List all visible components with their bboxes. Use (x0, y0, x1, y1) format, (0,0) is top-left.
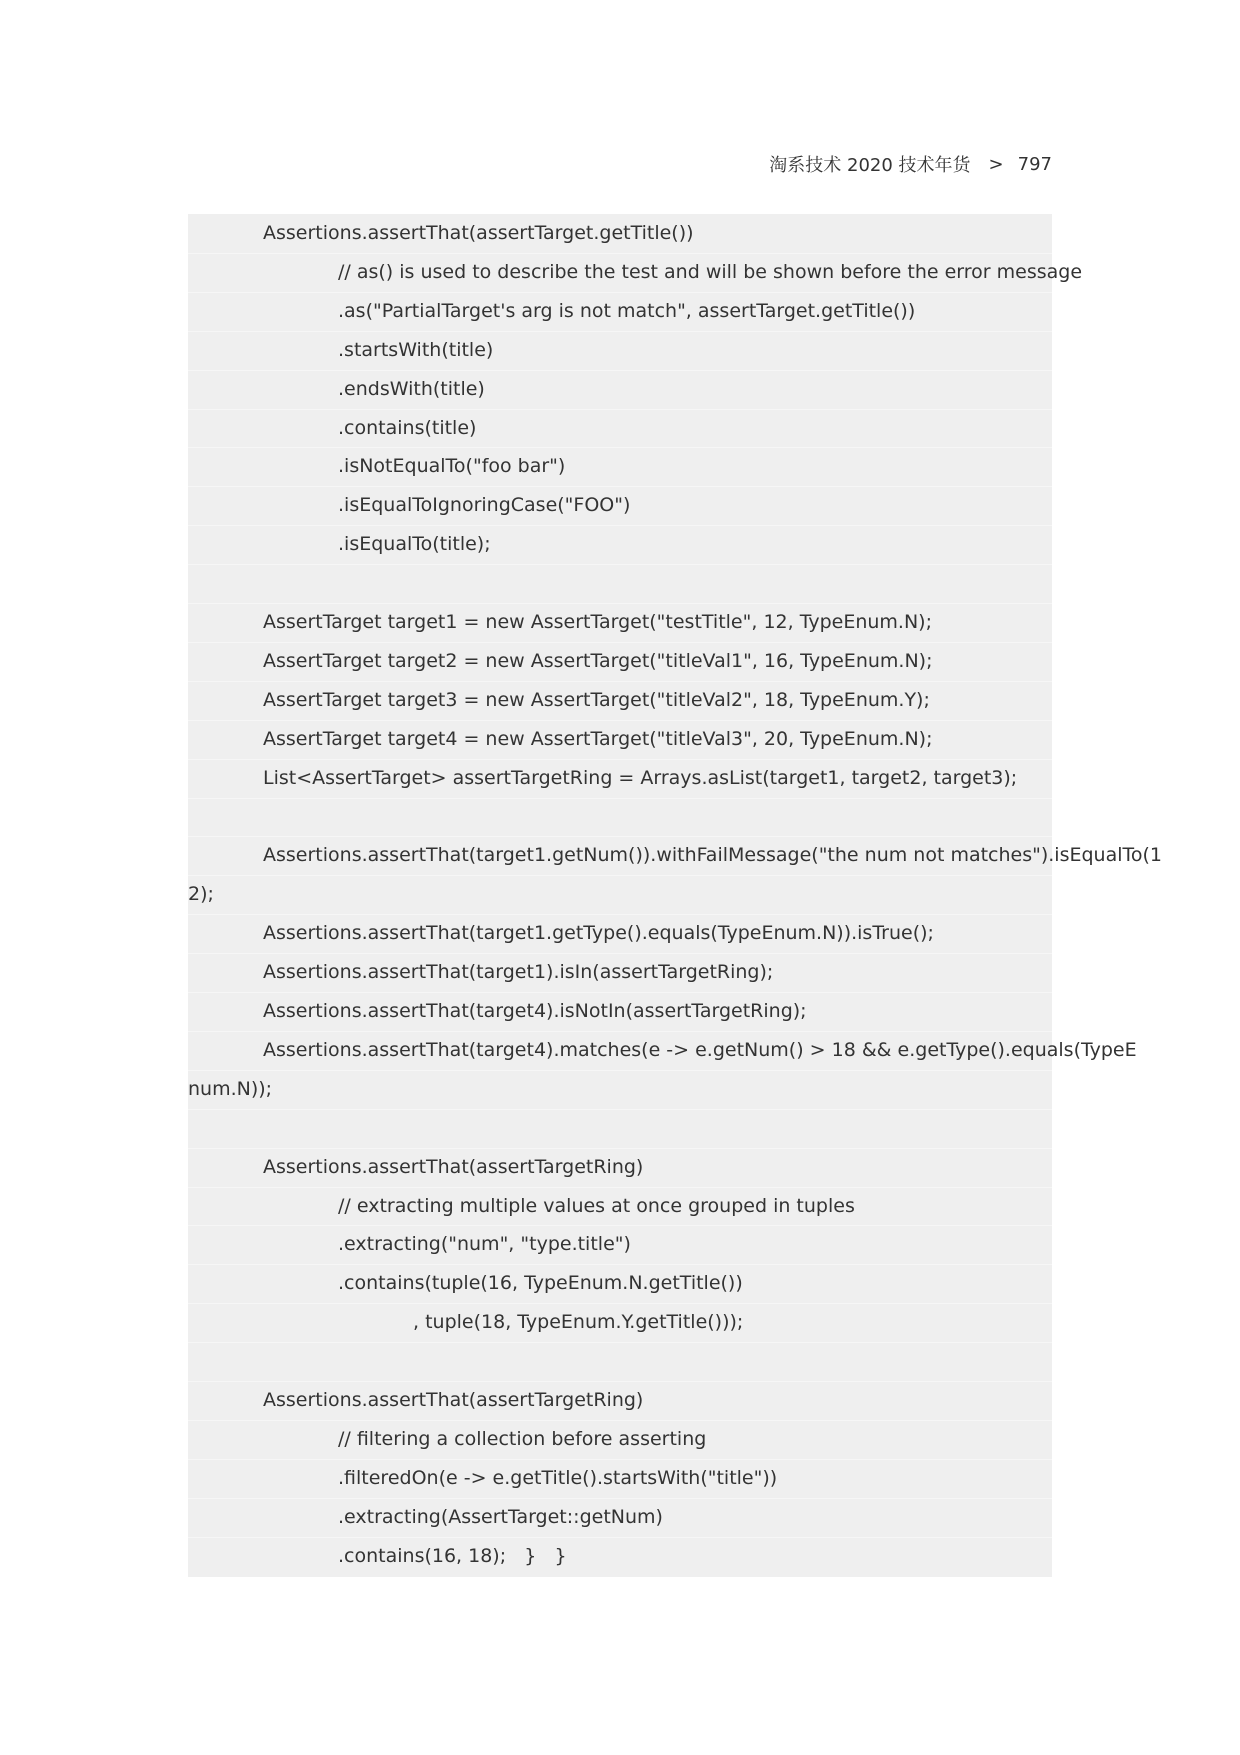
code-block (188, 214, 1163, 1577)
code-line-text: .isEqualTo(title); (338, 533, 491, 556)
code-line (188, 564, 1052, 603)
code-line (188, 1498, 1052, 1537)
code-line (188, 214, 1052, 253)
line-divider (188, 1070, 1052, 1071)
code-line-text: Assertions.assertThat(assertTarget.getTitle()) (263, 222, 694, 244)
code-line-text: Assertions.assertThat(assertTargetRing) (263, 1155, 644, 1178)
line-divider (188, 875, 1052, 876)
code-line-text: AssertTarget target4 = new AssertTarget("titleVal3", 20, TypeEnum.N); (263, 727, 933, 750)
code-line-text: .contains(16, 18); } } (338, 1544, 567, 1567)
code-line (188, 798, 1052, 837)
code-line (188, 992, 1052, 1031)
line-divider (188, 370, 1052, 371)
code-line-text: AssertTarget target2 = new AssertTarget("titleVal1", 16, TypeEnum.N); (263, 649, 933, 672)
line-divider (188, 1031, 1052, 1032)
line-divider (188, 253, 1052, 254)
code-line (188, 759, 1052, 798)
code-line-text: Assertions.assertThat(target1.getNum()).withFailMessage("the num not matches").isEqualTo(1 (263, 844, 1163, 867)
line-divider (188, 1420, 1052, 1421)
line-divider (188, 836, 1052, 837)
code-line-text: 2); (188, 883, 214, 906)
code-line (188, 292, 1052, 331)
code-line-text: .contains(tuple(16, TypeEnum.N.getTitle()) (338, 1272, 743, 1295)
line-divider (188, 914, 1052, 915)
code-line (188, 1109, 1052, 1148)
code-line (188, 486, 1052, 525)
code-line (188, 1031, 1137, 1070)
running-header (769, 151, 1052, 177)
code-line-text: .as("PartialTarget's arg is not match", assertTarget.getTitle()) (338, 299, 916, 322)
line-divider (188, 564, 1052, 565)
code-line-text: .extracting(AssertTarget::getNum) (338, 1505, 663, 1528)
code-line (188, 370, 1052, 409)
line-divider (188, 1381, 1052, 1382)
line-divider (188, 331, 1052, 332)
code-line (188, 253, 1083, 292)
code-line-text: Assertions.assertThat(target4).isNotIn(assertTargetRing); (263, 1000, 807, 1022)
line-divider (188, 1187, 1052, 1188)
code-line (188, 720, 1052, 759)
code-line-text: List<AssertTarget> assertTargetRing = Arrays.asList(target1, target2, target3); (263, 766, 1018, 789)
code-line (188, 875, 1052, 914)
line-divider (188, 1225, 1052, 1226)
line-divider (188, 1498, 1052, 1499)
page-number: 797 (1017, 153, 1052, 175)
line-divider (188, 798, 1052, 799)
code-line-text: // as() is used to describe the test and will be shown before the error message (338, 260, 1083, 283)
code-line (188, 1303, 1052, 1342)
line-divider (188, 1459, 1052, 1460)
line-divider (188, 447, 1052, 448)
code-line (188, 1342, 1052, 1381)
code-line-text: .startsWith(title) (338, 338, 494, 361)
book-title: 淘系技术 2020 技术年货 (769, 155, 971, 176)
code-line (188, 1537, 1052, 1576)
code-line-text: .isNotEqualTo("foo bar") (338, 455, 566, 478)
code-line (188, 1187, 1052, 1226)
line-divider (188, 292, 1052, 293)
line-divider (188, 486, 1052, 487)
line-divider (188, 1109, 1052, 1110)
code-line (188, 914, 1052, 953)
code-line-text: Assertions.assertThat(target1.getType().equals(TypeEnum.N)).isTrue(); (263, 922, 934, 945)
line-divider (188, 1537, 1052, 1538)
code-line (188, 953, 1052, 992)
line-divider (188, 409, 1052, 410)
code-line-text: , tuple(18, TypeEnum.Y.getTitle())); (413, 1311, 744, 1334)
code-line-text: .endsWith(title) (338, 377, 485, 400)
line-divider (188, 642, 1052, 643)
header-separator: > (988, 153, 1004, 175)
code-line (188, 1148, 1052, 1187)
line-divider (188, 953, 1052, 954)
code-line-text: Assertions.assertThat(target1).isIn(assertTargetRing); (263, 961, 774, 984)
code-line-text: AssertTarget target3 = new AssertTarget("titleVal2", 18, TypeEnum.Y); (263, 688, 930, 711)
code-line-text: Assertions.assertThat(assertTargetRing) (263, 1389, 644, 1411)
code-line-text: AssertTarget target1 = new AssertTarget("testTitle", 12, TypeEnum.N); (263, 611, 932, 633)
line-divider (188, 992, 1052, 993)
code-line-text: .isEqualToIgnoringCase("FOO") (338, 494, 631, 517)
code-line (188, 1264, 1052, 1303)
code-line-text: // extracting multiple values at once grouped in tuples (338, 1194, 855, 1217)
code-line-text: Assertions.assertThat(target4).matches(e -> e.getNum() > 18 && e.getType().equals(TypeE (263, 1038, 1137, 1061)
line-divider (188, 525, 1052, 526)
line-divider (188, 720, 1052, 721)
code-line (188, 409, 1052, 448)
line-divider (188, 1303, 1052, 1304)
code-line-text: .extracting("num", "type.title") (338, 1233, 631, 1256)
code-line-text: .filteredOn(e -> e.getTitle().startsWith("title")) (338, 1466, 778, 1489)
code-line-text: num.N)); (188, 1077, 273, 1100)
code-line-text: // filtering a collection before asserting (338, 1427, 707, 1450)
line-divider (188, 759, 1052, 760)
code-line (188, 642, 1052, 681)
line-divider (188, 681, 1052, 682)
line-divider (188, 1148, 1052, 1149)
code-line (188, 1225, 1052, 1264)
code-line (188, 603, 1052, 642)
line-divider (188, 1264, 1052, 1265)
code-line (188, 447, 1052, 486)
code-line (188, 1459, 1052, 1498)
code-line (188, 681, 1052, 720)
code-line (188, 525, 1052, 564)
code-line (188, 331, 1052, 370)
code-line (188, 1381, 1052, 1420)
code-line (188, 836, 1163, 875)
code-line-text: .contains(title) (338, 416, 477, 439)
line-divider (188, 603, 1052, 604)
code-line (188, 1420, 1052, 1459)
line-divider (188, 1342, 1052, 1343)
code-line (188, 1070, 1052, 1109)
